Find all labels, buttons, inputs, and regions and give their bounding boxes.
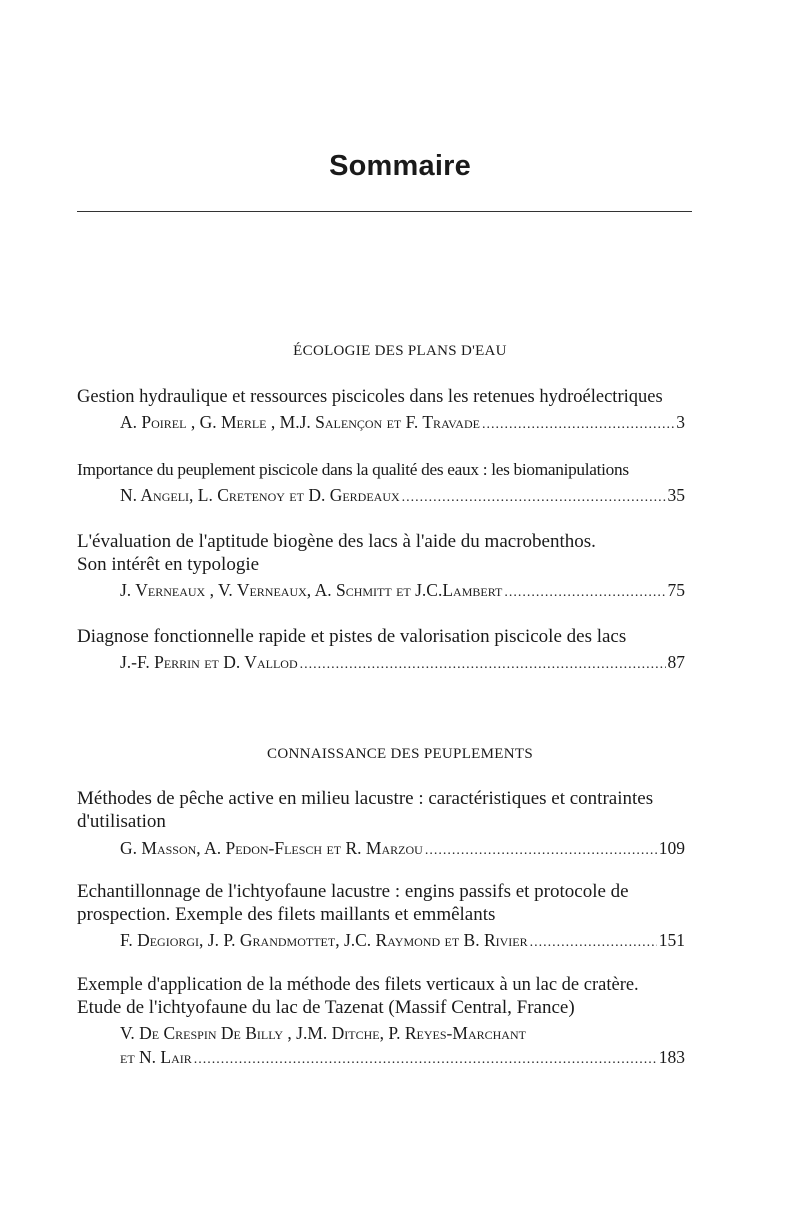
dot-leader	[530, 932, 657, 954]
toc-entry-title-continued[interactable]: Son intérêt en typologie	[77, 554, 260, 575]
toc-entry-authors: A. Poirel , G. Merle , M.J. Salençon et F. Travade	[120, 412, 480, 432]
toc-entry-page: 151	[658, 930, 685, 950]
toc-entry-title[interactable]: Méthodes de pêche active en milieu lacustre : caractéristiques et contraintes	[77, 788, 654, 809]
toc-entry-authors-line[interactable]	[120, 579, 685, 604]
toc-entry-authors: J.-F. Perrin et D. Vallod	[120, 652, 298, 672]
dot-leader	[194, 1049, 657, 1071]
toc-entry-title[interactable]: Importance du peuplement piscicole dans la qualité des eaux : les biomanipulations	[77, 460, 629, 479]
toc-entry-page: 87	[667, 652, 685, 672]
toc-entry-authors-line[interactable]	[120, 929, 685, 954]
toc-entry-authors-line[interactable]	[120, 484, 685, 509]
toc-entry-authors-line[interactable]	[120, 411, 685, 436]
section-heading-ecologie: ÉCOLOGIE DES PLANS D'EAU	[293, 343, 507, 359]
dot-leader	[504, 582, 665, 604]
toc-entry-authors: F. Degiorgi, J. P. Grandmottet, J.C. Raymond et B. Rivier	[120, 930, 528, 950]
toc-entry-page: 35	[667, 485, 685, 505]
dot-leader	[482, 414, 674, 436]
toc-entry-title[interactable]: L'évaluation de l'aptitude biogène des lacs à l'aide du macrobenthos.	[77, 531, 596, 552]
toc-entry-page: 3	[676, 412, 685, 432]
toc-entry-page: 109	[658, 838, 685, 858]
toc-entry-authors: et N. Lair	[120, 1047, 192, 1067]
toc-entry-title[interactable]: Gestion hydraulique et ressources piscicoles dans les retenues hydroélectriques	[77, 387, 663, 407]
dot-leader	[402, 487, 666, 509]
toc-entry-title[interactable]: Exemple d'application de la méthode des filets verticaux à un lac de cratère.	[77, 975, 639, 995]
toc-entry-title[interactable]: Echantillonnage de l'ichtyofaune lacustre : engins passifs et protocole de	[77, 881, 629, 902]
toc-entry-authors: G. Masson, A. Pedon-Flesch et R. Marzou	[120, 838, 423, 858]
toc-entry-authors-line[interactable]	[120, 651, 685, 676]
toc-entry-page: 183	[658, 1047, 685, 1067]
toc-entry-title-continued[interactable]: d'utilisation	[77, 811, 166, 832]
dot-leader	[425, 840, 657, 862]
toc-entry-title-continued[interactable]: prospection. Exemple des filets maillants et emmêlants	[77, 904, 496, 925]
toc-entry-authors: N. Angeli, L. Cretenoy et D. Gerdeaux	[120, 485, 400, 505]
dot-leader	[300, 654, 666, 676]
toc-entry-authors: J. Verneaux , V. Verneaux, A. Schmitt et J.C.Lambert	[120, 580, 503, 600]
section-heading-connaissance: CONNAISSANCE DES PEUPLEMENTS	[267, 746, 533, 762]
toc-entry-authors-first-line[interactable]: V. De Crespin De Billy , J.M. Ditche, P. Reyes-Marchant	[120, 1023, 526, 1043]
page-title: Sommaire	[329, 150, 471, 182]
toc-entry-title[interactable]: Diagnose fonctionnelle rapide et pistes de valorisation piscicole des lacs	[77, 626, 627, 647]
toc-entry-authors-line[interactable]	[120, 1046, 685, 1071]
toc-entry-page: 75	[667, 580, 685, 600]
toc-entry-authors-line[interactable]	[120, 837, 685, 862]
title-divider	[77, 211, 692, 212]
toc-entry-title-continued[interactable]: Etude de l'ichtyofaune du lac de Tazenat (Massif Central, France)	[77, 997, 575, 1018]
